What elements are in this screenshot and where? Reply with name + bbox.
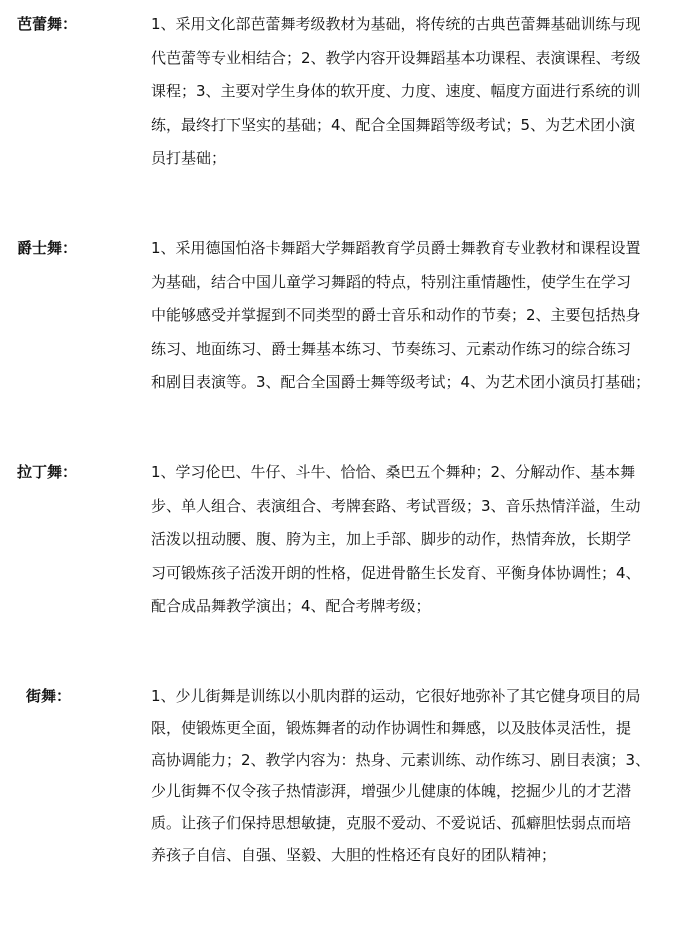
- text-line: 1、学习伦巴、牛仔、斗牛、恰恰、桑巴五个舞种；2、分解动作、基本舞: [151, 463, 636, 481]
- text-line: 1、少儿街舞是训练以小肌肉群的运动，它很好地弥补了其它健身项目的局: [151, 687, 641, 705]
- text-line: 中能够感受并掌握到不同类型的爵士音乐和动作的节奏；2、主要包括热身: [151, 306, 641, 324]
- text-line: 课程；3、主要对学生身体的软开度、力度、速度、幅度方面进行系统的训: [151, 82, 641, 100]
- text-line: 1、采用德国怕洛卡舞蹈大学舞蹈教育学员爵士舞教育专业教材和课程设置: [151, 239, 641, 257]
- text-line: 步、单人组合、表演组合、考牌套路、考试晋级；3、音乐热情洋溢，生动: [151, 496, 641, 515]
- text-line: 1、采用文化部芭蕾舞考级教材为基础，将传统的古典芭蕾舞基础训练与现: [151, 15, 641, 33]
- text-line: 配合成品舞教学演出；4、配合考牌考级；: [151, 597, 431, 615]
- text-line: 少儿街舞不仅令孩子热情澎湃，增强少儿健康的体魄，挖掘少儿的才艺潜: [151, 782, 632, 801]
- text-line: 高协调能力；2、教学内容为：热身、元素训练、动作练习、剧目表演；3、: [151, 750, 651, 769]
- text-line: 代芭蕾等专业相结合；2、教学内容开设舞蹈基本功课程、表演课程、考级: [151, 48, 641, 67]
- text-line: 员打基础；: [151, 149, 227, 167]
- section-label: 芭蕾舞：: [17, 15, 78, 33]
- section-label: 街舞：: [26, 687, 72, 705]
- text-line: 养孩子自信、自强、坚毅、大胆的性格还有良好的团队精神；: [151, 846, 557, 864]
- text-line: 习可锻炼孩子活泼开朗的性格，促进骨骼生长发育、平衡身体协调性；4、: [151, 563, 641, 582]
- text-line: 质。让孩子们保持思想敏捷，克服不爱动、不爱说话、孤癖胆怯弱点而培: [151, 814, 632, 833]
- text-line: 限，使锻炼更全面，锻炼舞者的动作协调性和舞感，以及肢体灵活性，提: [151, 718, 632, 737]
- text-line: 活泼以扭动腰、腹、胯为主，加上手部、脚步的动作，热情奔放，长期学: [151, 530, 632, 548]
- section-label: 拉丁舞：: [17, 463, 78, 481]
- text-line: 为基础，结合中国儿童学习舞蹈的特点，特别注重情趣性，使学生在学习: [151, 272, 632, 291]
- text-line: 练习、地面练习、爵士舞基本练习、节奏练习、元素动作练习的综合练习: [151, 339, 632, 358]
- section-label: 爵士舞：: [17, 239, 78, 257]
- text-line: 和剧目表演等。3、配合全国爵士舞等级考试；4、为艺术团小演员打基础；: [151, 373, 651, 391]
- text-line: 练，最终打下坚实的基础；4、配合全国舞蹈等级考试；5、为艺术团小演: [151, 115, 636, 134]
